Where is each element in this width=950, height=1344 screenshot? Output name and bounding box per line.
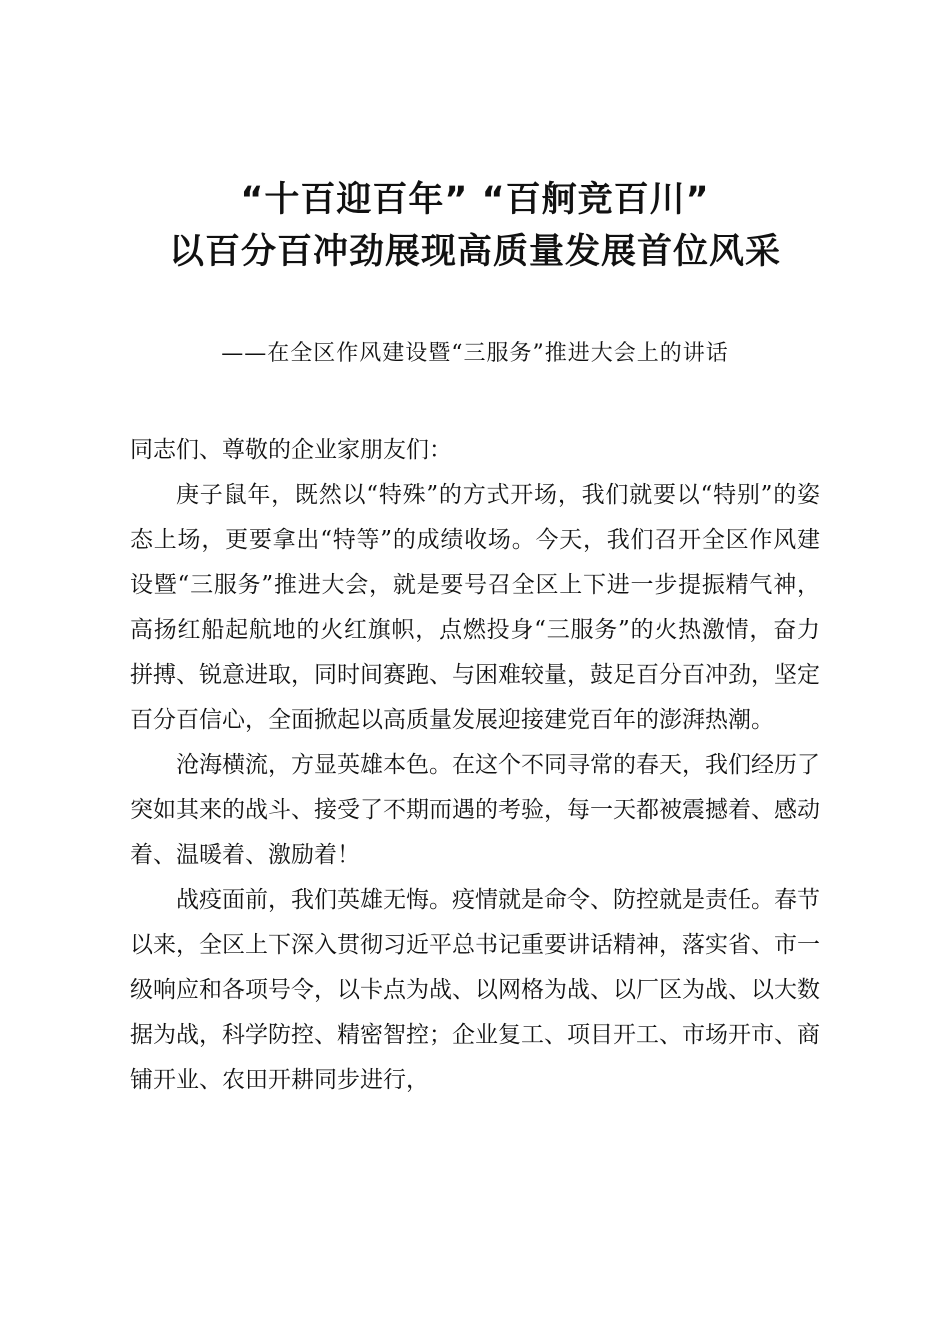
subtitle: ——在全区作风建设暨“三服务”推进大会上的讲话 [221,341,729,366]
speech-body [130,428,820,1103]
title-line-2: 以百分百冲劲展现高质量发展首位风采 [168,232,781,272]
salutation: 同志们、尊敬的企业家朋友们： [130,437,452,463]
paragraph-1: 庚子鼠年，既然以“特殊”的方式开场，我们就要以“特别”的姿态上场，更要拿出“特等”的成绩收场。今天，我们召开全区作风建设暨“三服务”推进大会，就是要号召全区上下进一步提振精气神，高扬红船起航地的火红旗帜，点燃投身“三服务”的火热激情，奋力拼搏、锐意进取，同时间赛跑、与困难较量，鼓足百分百冲劲，坚定百分百信心，全面掀起以高质量发展迎接建党百年的澎湃热潮。 [130,482,820,733]
paragraph-3: 战疫面前，我们英雄无悔。疫情就是命令、防控就是责任。春节以来，全区上下深入贯彻习近平总书记重要讲话精神，落实省、市一级响应和各项号令，以卡点为战、以网格为战、以厂区为战、以大数据为战，科学防控、精密智控；企业复工、项目开工、市场开市、商铺开业、农田开耕同步进行， [130,887,820,1093]
paragraph-2: 沧海横流，方显英雄本色。在这个不同寻常的春天，我们经历了突如其来的战斗、接受了不期而遇的考验，每一天都被震撼着、感动着、温暖着、激励着！ [130,752,820,868]
title-line-1: “十百迎百年” “百舸竞百川” [240,180,710,220]
